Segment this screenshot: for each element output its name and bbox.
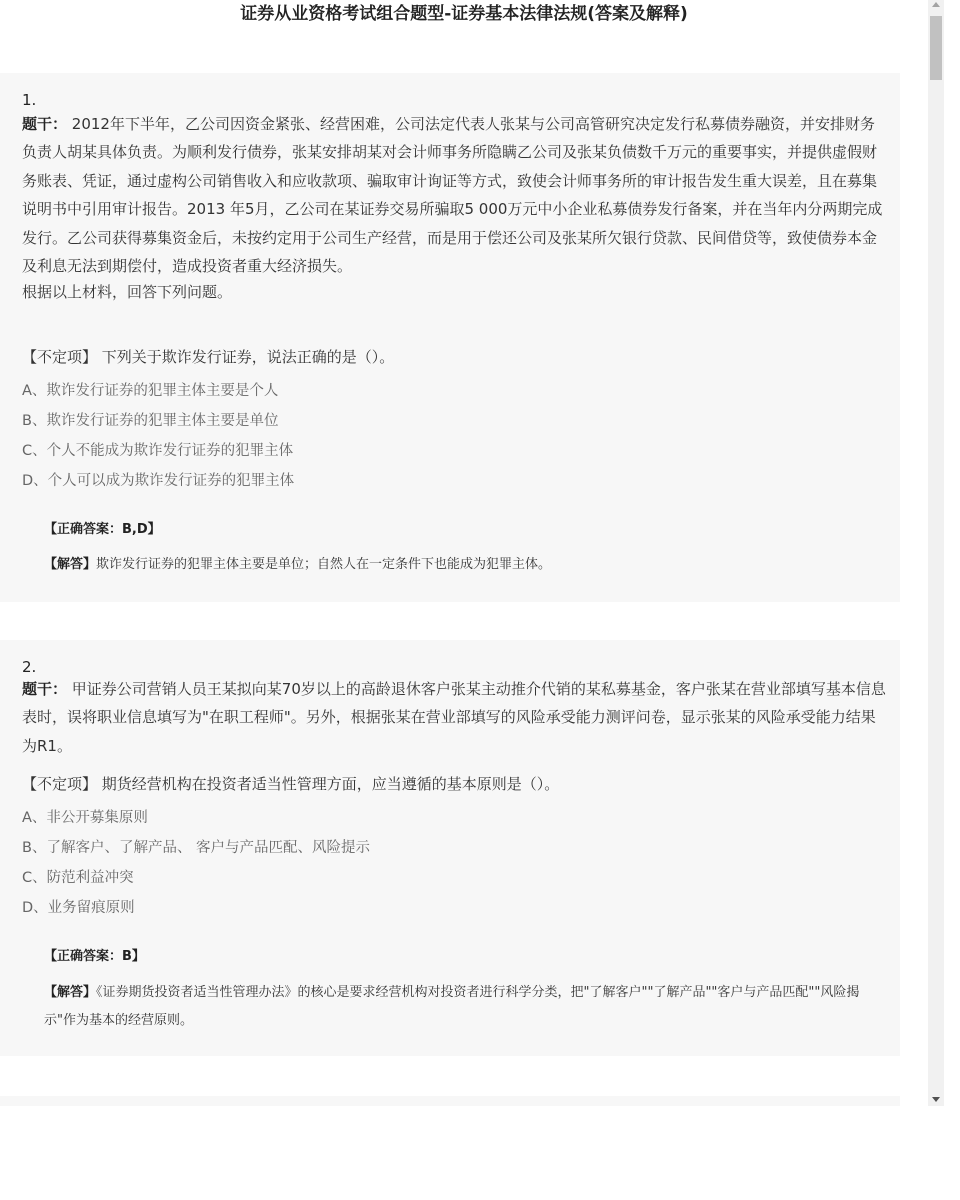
explanation-label: 【解答】 bbox=[44, 557, 97, 572]
option-a[interactable]: A、非公开募集原则 bbox=[22, 810, 148, 826]
scrollbar-thumb[interactable] bbox=[930, 16, 942, 80]
explanation-label: 【解答】 bbox=[44, 985, 97, 1000]
correct-answer: 【正确答案：B】 bbox=[44, 949, 145, 964]
question-stem bbox=[22, 675, 888, 760]
question-card-2 bbox=[0, 640, 900, 1056]
stem-label: 题干： bbox=[22, 680, 68, 698]
scroll-up-arrow-icon[interactable] bbox=[932, 2, 940, 7]
stem-label: 题干： bbox=[22, 115, 68, 133]
question-card-1 bbox=[0, 73, 900, 602]
stem-text: 2012年下半年，乙公司因资金紧张、经营困难，公司法定代表人张某与公司高管研究决定发行私募债券融资，并安排财务负责人胡某具体负责。为顺利发行债券，张某安排胡某对会计师事务所隐瞒乙公司及张某负债数千万元的重要事实，并提供虚假财务账表、凭证，通过虚构公司销售收入和应收款项、骗取审计询证等方式，致使会计师事务所的审计报告发生重大误差，且在募集说明书中引用审计报告。2013 年5月，乙公司在某证券交易所骗取5 000万元中小企业私募债券发行备案，并在当年内分两期完成发行。乙公司获得募集资金后，未按约定用于公司生产经营，而是用于偿还公司及张某所欠银行贷款、民间借贷等，致使债券本金及利息无法到期偿付，造成投资者重大经济损失。 bbox=[22, 115, 883, 276]
explanation bbox=[22, 551, 884, 579]
question-stem bbox=[22, 110, 888, 280]
scroll-down-arrow-icon[interactable] bbox=[932, 1097, 940, 1102]
option-d[interactable]: D、个人可以成为欺诈发行证券的犯罪主体 bbox=[22, 473, 295, 489]
question-prompt: 根据以上材料，回答下列问题。 bbox=[22, 283, 233, 301]
option-a[interactable]: A、欺诈发行证券的犯罪主体主要是个人 bbox=[22, 383, 279, 399]
question-number: 2. bbox=[22, 658, 37, 676]
question-card-3 bbox=[0, 1096, 900, 1106]
correct-answer: 【正确答案：B,D】 bbox=[44, 522, 161, 537]
option-b[interactable]: B、欺诈发行证券的犯罪主体主要是单位 bbox=[22, 413, 279, 429]
option-list bbox=[22, 807, 370, 927]
page-title: 证券从业资格考试组合题型-证券基本法律法规(答案及解释) bbox=[240, 4, 688, 24]
option-list bbox=[22, 380, 294, 500]
explanation bbox=[22, 979, 884, 1035]
explanation-text: 《证券期货投资者适当性管理办法》的核心是要求经营机构对投资者进行科学分类，把"了解客户""了解产品""客户与产品匹配""风险揭示"作为基本的经营原则。 bbox=[44, 985, 860, 1028]
option-d[interactable]: D、业务留痕原则 bbox=[22, 900, 135, 916]
stem-text: 甲证券公司营销人员王某拟向某70岁以上的高龄退休客户张某主动推介代销的某私募基金，客户张某在营业部填写基本信息表时，误将职业信息填写为"在职工程师"。另外，根据张某在营业部填写的风险承受能力测评问卷，显示张某的风险承受能力结果为R1。 bbox=[22, 680, 886, 755]
question-number: 1. bbox=[22, 91, 37, 109]
option-c[interactable]: C、防范利益冲突 bbox=[22, 870, 134, 886]
option-b[interactable]: B、了解客户、了解产品、 客户与产品匹配、风险提示 bbox=[22, 840, 371, 856]
option-c[interactable]: C、个人不能成为欺诈发行证券的犯罪主体 bbox=[22, 443, 294, 459]
sub-question: 【不定项】 期货经营机构在投资者适当性管理方面，应当遵循的基本原则是（）。 bbox=[22, 775, 560, 793]
sub-question: 【不定项】 下列关于欺诈发行证券，说法正确的是（）。 bbox=[22, 348, 395, 366]
explanation-text: 欺诈发行证券的犯罪主体主要是单位；自然人在一定条件下也能成为犯罪主体。 bbox=[96, 557, 552, 572]
vertical-scrollbar[interactable] bbox=[928, 0, 944, 1106]
